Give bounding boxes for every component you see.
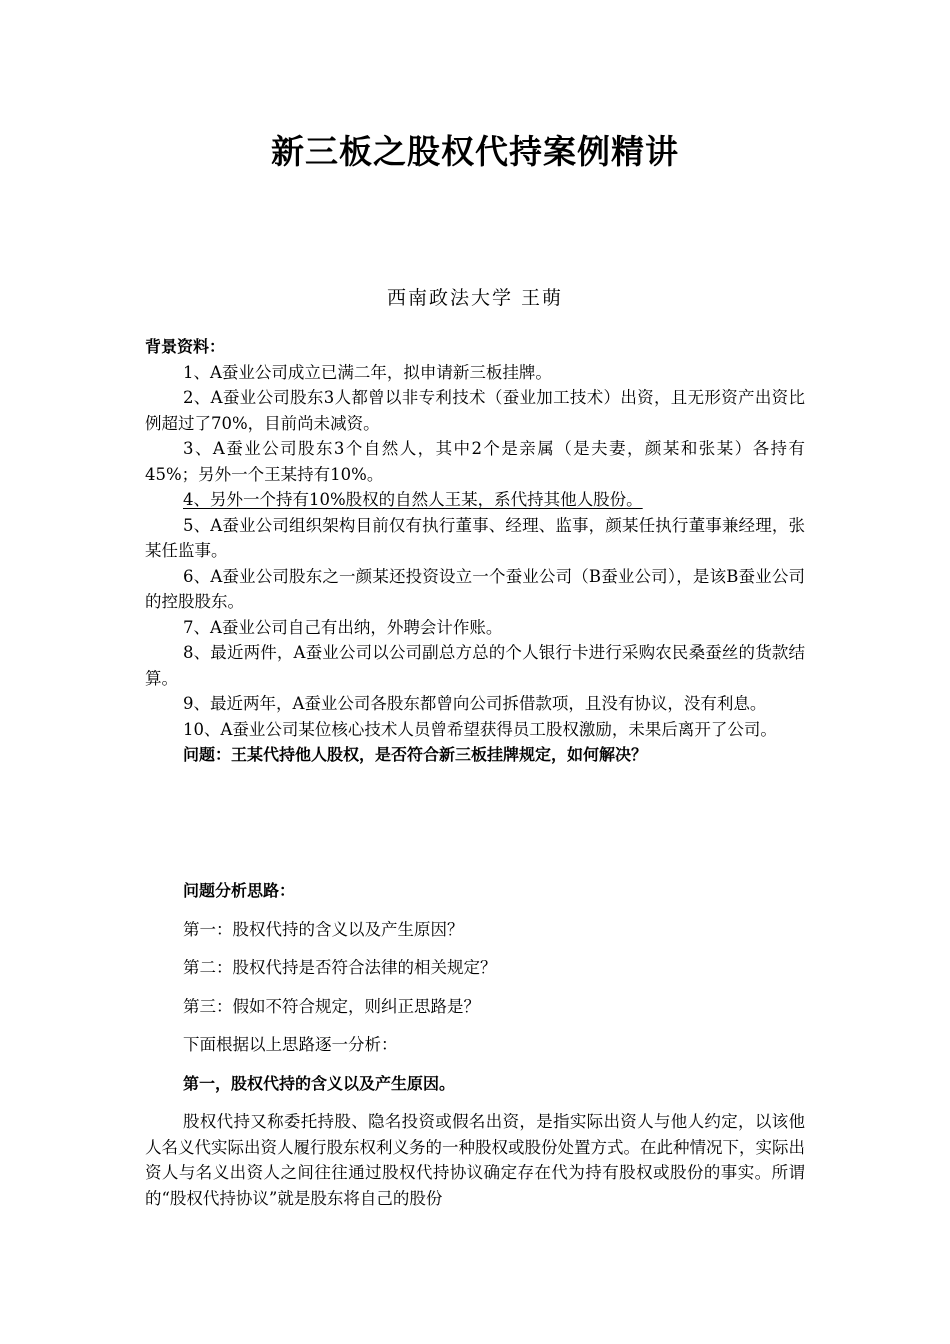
document-title: 新三板之股权代持案例精讲 xyxy=(271,132,679,171)
analysis-step-1: 第一：股权代持的含义以及产生原因？ xyxy=(183,919,464,939)
background-item-4-text: 4、另外一个持有10%股权的自然人王某，系代持其他人股份。 xyxy=(183,490,643,509)
background-item-3: 3、A蚕业公司股东3个自然人，其中2个是亲属（是夫妻，颜某和张某）各持有45%；另外一个王某持有10%。 xyxy=(145,439,805,484)
background-question: 问题：王某代持他人股权，是否符合新三板挂牌规定，如何解决？ xyxy=(183,745,648,764)
background-item-2: 2、A蚕业公司股东3人都曾以非专利技术（蚕业加工技术）出资，且无形资产出资比例超过了70%，目前尚未减资。 xyxy=(145,388,805,433)
document-author: 西南政法大学 王萌 xyxy=(386,287,564,309)
background-heading: 背景资料： xyxy=(145,337,226,356)
background-item-6: 6、A蚕业公司股东之一颜某还投资设立一个蚕业公司（B蚕业公司），是该B蚕业公司的控股股东。 xyxy=(145,566,805,611)
background-item-1: 1、A蚕业公司成立已满二年，拟申请新三板挂牌。 xyxy=(183,362,552,382)
background-item-5: 5、A蚕业公司组织架构目前仅有执行董事、经理、监事，颜某任执行董事兼经理，张某任监事。 xyxy=(145,515,805,560)
background-item-7: 7、A蚕业公司自己有出纳，外聘会计作账。 xyxy=(183,617,503,637)
analysis-step-3: 第三：假如不符合规定，则纠正思路是？ xyxy=(183,996,480,1016)
analysis-section xyxy=(145,878,805,1211)
section-one-heading: 第一，股权代持的含义以及产生原因。 xyxy=(183,1073,456,1093)
background-item-9: 9、最近两年，A蚕业公司各股东都曾向公司拆借款项，且没有协议，没有利息。 xyxy=(183,694,767,713)
analysis-intro: 下面根据以上思路逐一分析： xyxy=(183,1035,398,1054)
background-section xyxy=(145,334,805,768)
analysis-heading: 问题分析思路： xyxy=(183,881,296,900)
analysis-step-2: 第二：股权代持是否符合法律的相关规定？ xyxy=(183,958,497,977)
background-item-4 xyxy=(145,487,805,513)
background-item-8: 8、最近两件，A蚕业公司以公司副总方总的个人银行卡进行采购农民桑蚕丝的货款结算。 xyxy=(145,643,805,688)
background-item-10: 10、A蚕业公司某位核心技术人员曾希望获得员工股权激励，未果后离开了公司。 xyxy=(183,719,777,739)
section-one-paragraph: 股权代持又称委托持股、隐名投资或假名出资，是指实际出资人与他人约定，以该他人名义代实际出资人履行股东权利义务的一种股权或股份处置方式。在此种情况下，实际出资人与名义出资人之间往往通过股权代持协议确定存在代为持有股权或股份的事实。所谓的“股权代持协议”就是股东将自己的股份 xyxy=(145,1112,805,1208)
